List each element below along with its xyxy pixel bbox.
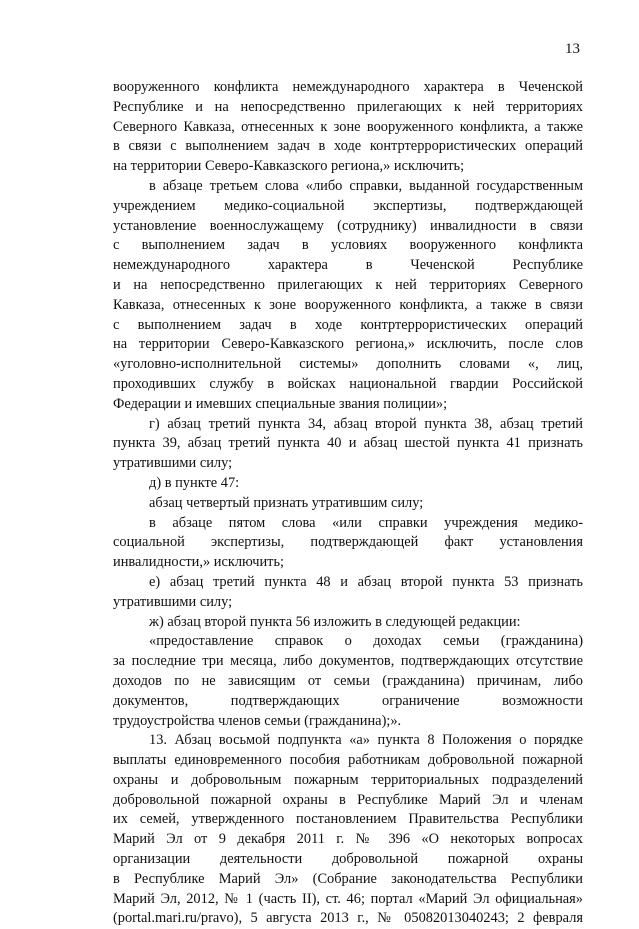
text-line: учреждением медико-социальной экспертизы, подтверждающей (113, 197, 583, 214)
text-line: утратившими силу; (113, 455, 233, 472)
text-line: охраны и добровольным пожарным территориальных подразделений (113, 771, 583, 788)
text-line: доходов по не зависящим от семьи (гражданина) причинам, либо (113, 672, 583, 689)
text-line: в абзаце пятом слова «или справки учреждения медико- (149, 514, 583, 531)
text-line: организации деятельности добровольной пожарной охраны (113, 851, 583, 868)
text-line: с выполнением задач в ходе контртеррористических операций (113, 316, 583, 333)
text-line: документов, подтверждающих ограничение возможности (113, 692, 583, 709)
text-line: «предоставление справок о доходах семьи (гражданина) (149, 633, 583, 650)
text-line: пункта 39, абзац третий пункта 40 и абзац шестой пункта 41 признать (113, 435, 583, 452)
text-line: Кавказа, отнесенных к зоне вооруженного конфликта, а также в связи (113, 296, 583, 313)
text-line: выплаты единовременного пособия работникам добровольной пожарной (113, 752, 583, 769)
text-line: (portal.mari.ru/pravo), 5 августа 2013 г., № 05082013040243; 2 февраля (113, 910, 583, 927)
text-line: 13. Абзац восьмой подпункта «а» пункта 8 Положения о порядке (149, 732, 583, 749)
text-line: проходивших службу в войсках национальной гвардии Российской (113, 375, 583, 392)
text-line: в абзаце третьем слова «либо справки, выданной государственным (149, 177, 583, 194)
text-line: их семей, утвержденного постановлением Правительства Республики (113, 811, 583, 828)
text-line: в связи с выполнением задач в ходе контртеррористических операций (113, 138, 583, 155)
text-line: Северного Кавказа, отнесенных к зоне вооруженного конфликта, а также (113, 118, 583, 135)
text-line: трудоустройства членов семьи (гражданина);». (113, 712, 402, 729)
text-line: добровольной пожарной охраны в Республике Марий Эл и членам (113, 791, 583, 808)
text-line: е) абзац третий пункта 48 и абзац второй пункта 53 признать (149, 573, 583, 590)
text-line: с выполнением задач в условиях вооруженного конфликта (113, 237, 583, 254)
text-line: ж) абзац второй пункта 56 изложить в следующей редакции: (149, 613, 521, 630)
text-line: Федерации и имевших специальные звания полиции»; (113, 395, 448, 412)
text-line: Марий Эл от 9 декабря 2011 г. № 396 «О некоторых вопросах (113, 831, 583, 848)
text-line: Марий Эл, 2012, № 1 (часть II), ст. 46; портал «Марий Эл официальная» (113, 890, 583, 907)
text-line: г) абзац третий пункта 34, абзац второй пункта 38, абзац третий (149, 415, 583, 432)
text-line: утратившими силу; (113, 593, 233, 610)
text-line: д) в пункте 47: (149, 474, 240, 491)
text-line: за последние три месяца, либо документов, подтверждающих отсутствие (113, 653, 583, 670)
text-line: на территории Северо-Кавказского региона,» исключить, после слов (113, 336, 583, 353)
text-line: инвалидности,» исключить; (113, 554, 285, 571)
text-line: вооруженного конфликта немеждународного характера в Чеченской (113, 79, 583, 95)
text-line: абзац четвертый признать утратившим силу; (149, 494, 424, 511)
text-line: на территории Северо-Кавказского региона,» исключить; (113, 158, 465, 175)
document-body (113, 78, 583, 929)
page-number: 13 (565, 41, 580, 57)
text-line: в Республике Марий Эл» (Собрание законодательства Республики (113, 870, 583, 887)
text-line: и на непосредственно прилегающих к ней территориях Северного (113, 276, 583, 293)
text-line: социальной экспертизы, подтверждающей факт установления (113, 534, 583, 551)
text-line: «уголовно-исполнительной системы» дополнить словами «, лиц, (113, 356, 583, 373)
text-line: немеждународного характера в Чеченской Республике (113, 257, 583, 274)
text-line: установление военнослужащему (сотруднику) инвалидности в связи (113, 217, 583, 234)
text-line: Республике и на непосредственно прилегающих к ней территориях (113, 98, 583, 115)
